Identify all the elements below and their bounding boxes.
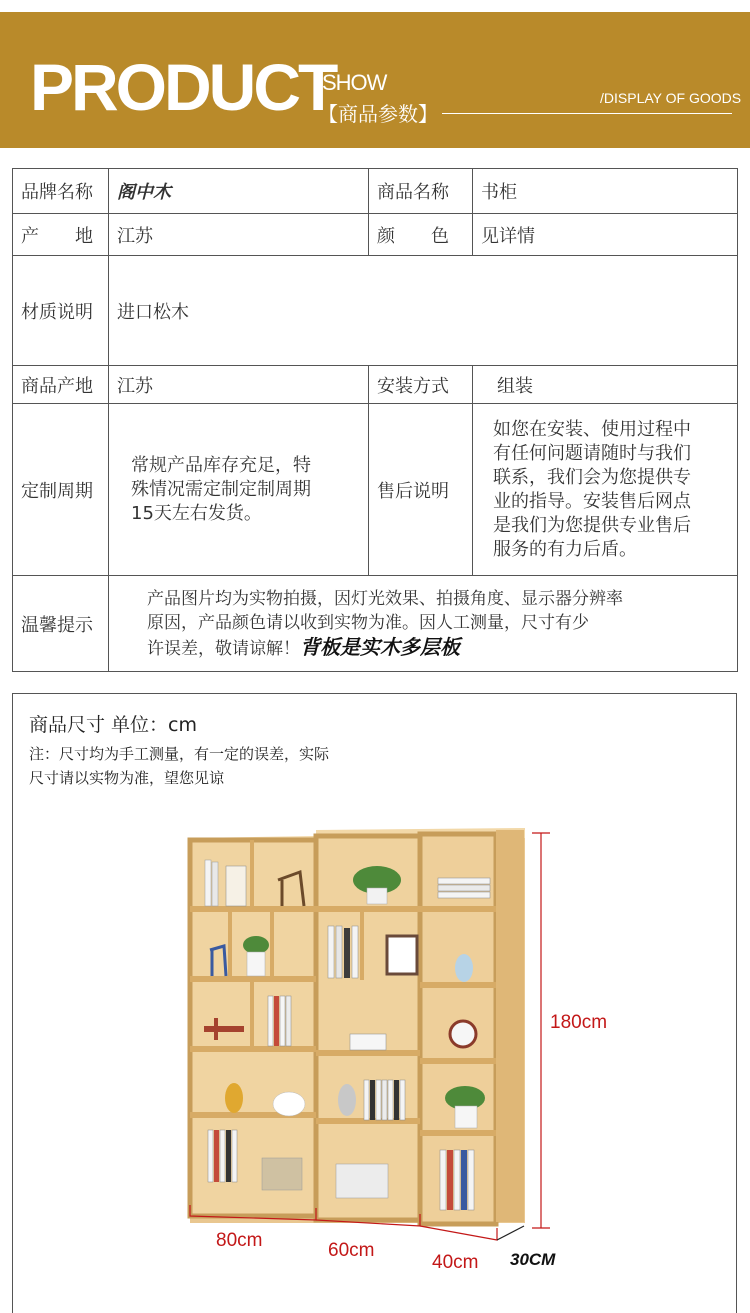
product-name-label: 商品名称 (369, 169, 473, 214)
banner-subtitle: 【商品参数】 (318, 102, 438, 126)
material-label: 材质说明 (13, 256, 109, 366)
custom-label: 定制周期 (13, 404, 109, 576)
custom-line: 15天左右发货。 (131, 502, 262, 524)
origin-value: 江苏 (109, 214, 369, 256)
tips-line: 产品图片均为实物拍摄，因灯光效果、拍摄角度、显示器分辨率 (147, 588, 623, 609)
product-name-value: 书柜 (473, 169, 738, 214)
banner-display: /DISPLAY OF GOODS (600, 90, 742, 106)
tips-label: 温馨提示 (13, 576, 109, 672)
service-line: 服务的有力后盾。 (493, 538, 637, 560)
tips-bold-note: 背板是实木多层板 (300, 634, 460, 659)
banner-show: SHOW (322, 70, 387, 95)
install-label: 安装方式 (369, 366, 473, 404)
custom-line: 常规产品库存充足，特 (131, 454, 311, 476)
color-label: 颜 色 (369, 214, 473, 256)
service-line: 是我们为您提供专业售后 (493, 514, 691, 536)
install-value: 组装 (473, 366, 738, 404)
width-left-label: 80cm (216, 1230, 263, 1251)
service-line: 有任何问题请随时与我们 (493, 442, 691, 464)
depth-label: 30CM (510, 1250, 556, 1269)
material-value: 进口松木 (109, 256, 738, 366)
tips-line-end: 许误差，敬请谅解！ (147, 638, 300, 659)
service-label: 售后说明 (369, 404, 473, 576)
size-note-line: 注：尺寸均为手工测量，有一定的误差，实际 (29, 745, 330, 763)
height-label: 180cm (550, 1012, 608, 1033)
product-origin-label: 商品产地 (13, 366, 109, 404)
size-note-line: 尺寸请以实物为准，望您见谅 (29, 769, 225, 787)
product-origin-value: 江苏 (109, 366, 369, 404)
origin-label: 产 地 (13, 214, 109, 256)
service-line: 如您在安装、使用过程中 (493, 418, 691, 440)
width-right-label: 40cm (432, 1252, 479, 1273)
tips-line: 原因，产品颜色请以收到实物为准。因人工测量，尺寸有少 (147, 612, 589, 633)
shelf-side-panel (496, 830, 524, 1222)
brand-value: 阁中木 (109, 169, 369, 214)
service-line: 联系，我们会为您提供专 (493, 466, 691, 488)
width-middle-label: 60cm (328, 1240, 375, 1261)
size-title: 商品尺寸 单位：cm (29, 714, 197, 736)
custom-line: 殊情况需定制定制周期 (131, 478, 311, 500)
depth-line (497, 1226, 524, 1240)
color-value: 见详情 (473, 214, 738, 256)
banner-title: PRODUCT (30, 50, 336, 124)
brand-label: 品牌名称 (13, 169, 109, 214)
service-line: 业的指导。安装售后网点 (493, 490, 691, 512)
